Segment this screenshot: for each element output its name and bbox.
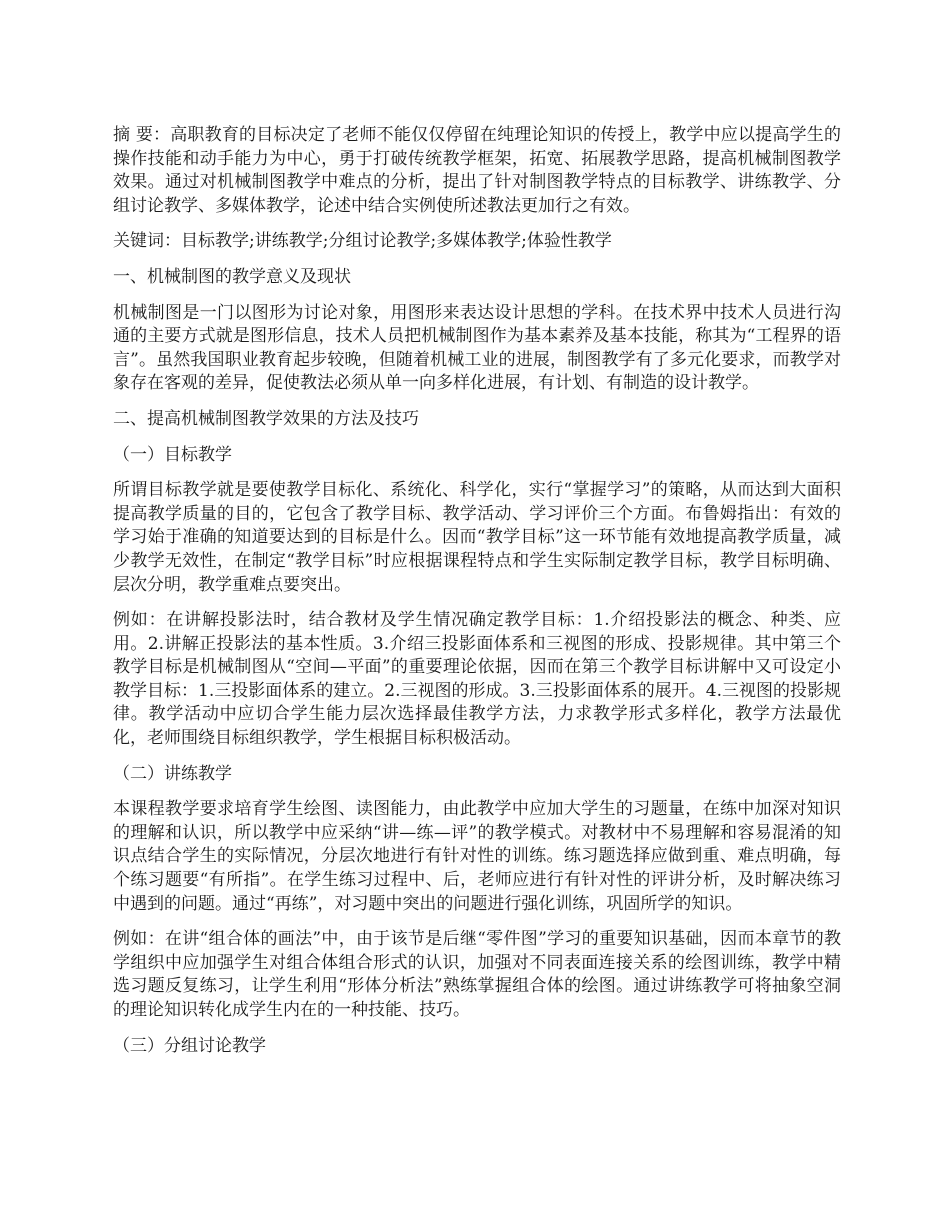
section-1-heading: 一、机械制图的教学意义及现状 [113, 266, 351, 287]
subsection-1-heading: （一）目标教学 [113, 444, 232, 465]
document-page [113, 124, 841, 1070]
subsection-2-paragraph-1: 本课程教学要求培育学生绘图、读图能力，由此教学中应加大学生的习题量，在练中加深对知识的理解和认识，所以教学中应采纳“讲—练—评”的教学模式。对教材中不易理解和容易混淆的知识点结合学生的实际情况，分层次地进行有针对性的训练。练习题选择应做到重、难点明确，每个练习题要“有所指”。在学生练习过程中、后，老师应进行有针对性的评讲分析，及时解决练习中遇到的问题。通过“再练”，对习题中突出的问题进行强化训练，巩固所学的知识。 [113, 799, 841, 914]
abstract-paragraph: 摘 要：高职教育的目标决定了老师不能仅仅停留在纯理论知识的传授上，教学中应以提高学生的操作技能和动手能力为中心，勇于打破传统教学框架，拓宽、拓展教学思路，提高机械制图教学效果。通过对机械制图教学中难点的分析，提出了针对制图教学特点的目标教学、讲练教学、分组讨论教学、多媒体教学，论述中结合实例使所述教法更加行之有效。 [113, 125, 841, 216]
subsection-2-heading: （二）讲练教学 [113, 763, 232, 784]
subsection-3-heading: （三）分组讨论教学 [113, 1035, 266, 1056]
section-2-heading: 二、提高机械制图教学效果的方法及技巧 [113, 408, 419, 429]
keywords-line: 关键词：目标教学;讲练教学;分组讨论教学;多媒体教学;体验性教学 [113, 231, 612, 252]
subsection-1-paragraph-1: 所谓目标教学就是要使教学目标化、系统化、科学化，实行“掌握学习”的策略，从而达到大面积提高教学质量的目的，它包含了教学目标、教学活动、学习评价三个方面。布鲁姆指出：有效的学习始于准确的知道要达到的目标是什么。因而“教学目标”这一环节能有效地提高教学质量，减少教学无效性，在制定“教学目标”时应根据课程特点和学生实际制定教学目标，教学目标明确、层次分明，教学重难点要突出。 [113, 480, 841, 595]
subsection-2-paragraph-2: 例如：在讲“组合体的画法”中，由于该节是后继“零件图”学习的重要知识基础，因而本章节的教学组织中应加强学生对组合体组合形式的认识，加强对不同表面连接关系的绘图训练，教学中精选习题反复练习，让学生利用“形体分析法”熟练掌握组合体的绘图。通过讲练教学可将抽象空洞的理论知识转化成学生内在的一种技能、技巧。 [113, 929, 841, 1020]
section-1-paragraph: 机械制图是一门以图形为讨论对象，用图形来表达设计思想的学科。在技术界中技术人员进行沟通的主要方式就是图形信息，技术人员把机械制图作为基本素养及基本技能，称其为“工程界的语言”。虽然我国职业教育起步较晚，但随着机械工业的进展，制图教学有了多元化要求，而教学对象存在客观的差异，促使教法必须从单一向多样化进展，有计划、有制造的设计教学。 [113, 302, 841, 394]
subsection-1-paragraph-2: 例如：在讲解投影法时，结合教材及学生情况确定教学目标：1.介绍投影法的概念、种类、应用。2.讲解正投影法的基本性质。3.介绍三投影面体系和三视图的形成、投影规律。其中第三个教学目标是机械制图从“空间—平面”的重要理论依据，因而在第三个教学目标讲解中又可设定小教学目标：1.三投影面体系的建立。2.三视图的形成。3.三投影面体系的展开。4.三视图的投影规律。教学活动中应切合学生能力层次选择最佳教学方法，力求教学形式多样化，教学方法最优化，老师围绕目标组织教学，学生根据目标积极活动。 [113, 610, 841, 749]
